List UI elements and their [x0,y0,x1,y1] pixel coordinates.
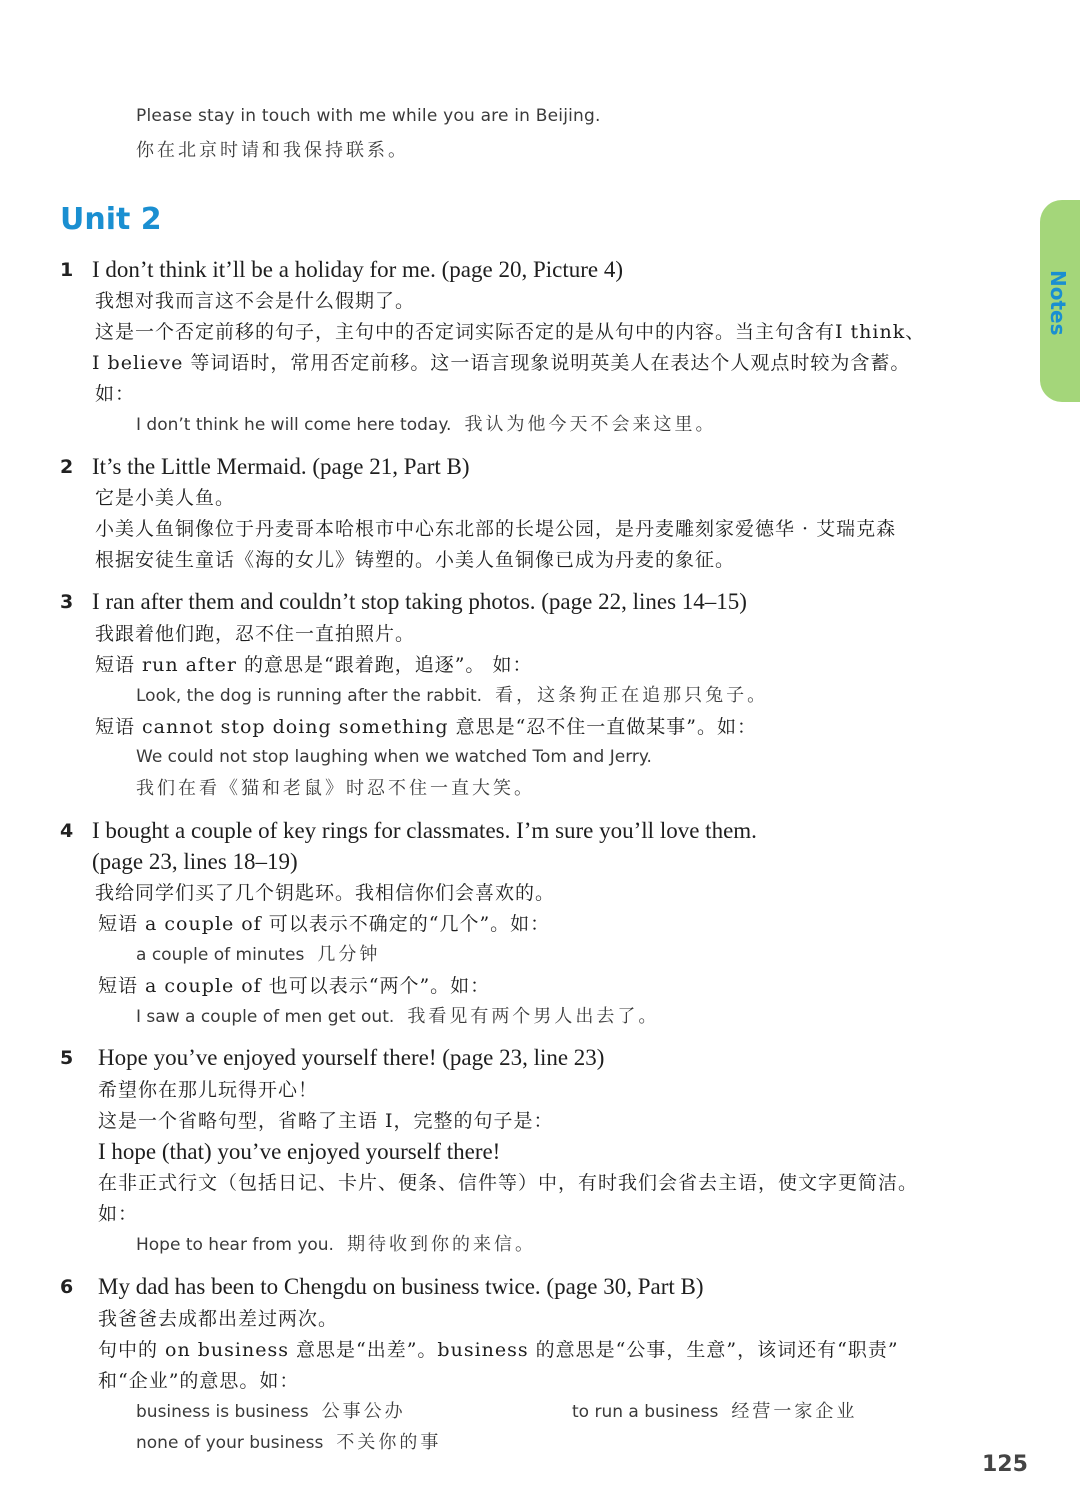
note-translation: 希望你在那儿玩得开心！ [98,1079,319,1101]
example-english: Look, the dog is running after the rabbit. [136,686,483,706]
example-english: to run a business [572,1402,719,1422]
example-chinese: 期待收到你的来信。 [347,1234,537,1255]
phrase-explanation: 短语 cannot stop doing something 意思是“忍不住一直做某事”。如： [95,716,758,738]
note-number: 1 [60,259,74,281]
example-chinese: 几分钟 [317,944,381,965]
note-explanation: I believe 等词语时，常用否定前移。这一语言现象说明英美人在表达个人观点时较为含蓄。 [92,352,911,374]
note-explanation: 小美人鱼铜像位于丹麦哥本哈根市中心东北部的长堤公园，是丹麦雕刻家爱德华 · 艾瑞克森 [95,518,897,540]
example-english: none of your business [136,1433,324,1453]
note-explanation: 这是一个省略句型，省略了主语 I，完整的句子是： [98,1110,554,1132]
intro-english: Please stay in touch with me while you are in Beijing. [136,106,601,126]
full-sentence: I hope (that) you’ve enjoyed yourself there! [98,1139,501,1164]
note-explanation: 这是一个否定前移的句子，主句中的否定词实际否定的是从句中的内容。当主句含有I think、 [95,321,926,343]
example-line [136,1234,536,1256]
note-number: 3 [60,591,74,613]
phrase-explanation: 短语 run after 的意思是“跟着跑，追逐”。 如： [95,654,533,676]
note-translation: 我爸爸去成都出差过两次。 [98,1308,339,1330]
note-number: 6 [60,1276,74,1298]
example-line [136,1006,659,1028]
unit-title: Unit 2 [60,202,162,237]
example-english: a couple of minutes [136,945,305,965]
example-english: Hope to hear from you. [136,1235,334,1255]
example-chinese: 我们在看《猫和老鼠》时忍不住一直大笑。 [136,778,535,799]
note-sentence: I don’t think it’ll be a holiday for me. (page 20, Picture 4) [92,257,623,282]
example-english: We could not stop laughing when we watched Tom and Jerry. [136,747,652,767]
note-sentence: My dad has been to Chengdu on business twice. (page 30, Part B) [98,1274,704,1299]
example-english: I don’t think he will come here today. [136,415,452,435]
note-number: 5 [60,1047,74,1069]
note-explanation: 句中的 on business 意思是“出差”。business 的意思是“公事，生意”，该词还有“职责” [98,1339,899,1361]
note-number: 4 [60,820,74,842]
note-sentence: I bought a couple of key rings for classmates. I’m sure you’ll love them. [92,818,757,843]
example-chinese: 公事公办 [321,1401,406,1422]
note-explanation: 如： [98,1203,139,1225]
note-sentence: I ran after them and couldn’t stop taking photos. (page 22, lines 14–15) [92,589,747,614]
note-sentence: Hope you’ve enjoyed yourself there! (page 23, line 23) [98,1045,605,1070]
example-english: I saw a couple of men get out. [136,1007,395,1027]
phrase-explanation: 短语 a couple of 可以表示不确定的“几个”。如： [98,913,551,935]
notes-tab[interactable] [1040,200,1080,402]
example-chinese: 看，这条狗正在追那只兔子。 [495,685,769,706]
note-sentence: (page 23, lines 18–19) [92,849,298,874]
note-translation: 它是小美人鱼。 [95,487,236,509]
example-line [136,685,768,707]
example-line [136,944,380,966]
example-chinese: 经营一家企业 [731,1401,858,1422]
example-chinese: 我认为他今天不会来这里。 [464,414,717,435]
note-translation: 我跟着他们跑，忍不住一直拍照片。 [95,623,416,645]
example-chinese: 我看见有两个男人出去了。 [407,1006,660,1027]
note-explanation: 如： [95,383,136,405]
example-line [572,1401,857,1423]
example-chinese: 不关你的事 [336,1432,442,1453]
note-number: 2 [60,456,74,478]
note-explanation: 根据安徒生童话《海的女儿》铸塑的。小美人鱼铜像已成为丹麦的象征。 [95,549,736,571]
notes-tab-label: Notes [1046,270,1070,336]
note-translation: 我给同学们买了几个钥匙环。我相信你们会喜欢的。 [95,882,556,904]
note-translation: 我想对我而言这不会是什么假期了。 [95,290,416,312]
note-sentence: It’s the Little Mermaid. (page 21, Part B) [92,454,470,479]
intro-chinese: 你在北京时请和我保持联系。 [136,140,409,161]
example-english: business is business [136,1402,309,1422]
example-line [136,1432,441,1454]
example-line [136,414,716,436]
note-explanation: 在非正式行文（包括日记、卡片、便条、信件等）中，有时我们会省去主语，使文字更简洁。 [98,1172,919,1194]
page-number: 125 [982,1452,1028,1477]
phrase-explanation: 短语 a couple of 也可以表示“两个”。如： [98,975,491,997]
example-line [136,1401,406,1423]
note-explanation: 和“企业”的意思。如： [98,1370,300,1392]
